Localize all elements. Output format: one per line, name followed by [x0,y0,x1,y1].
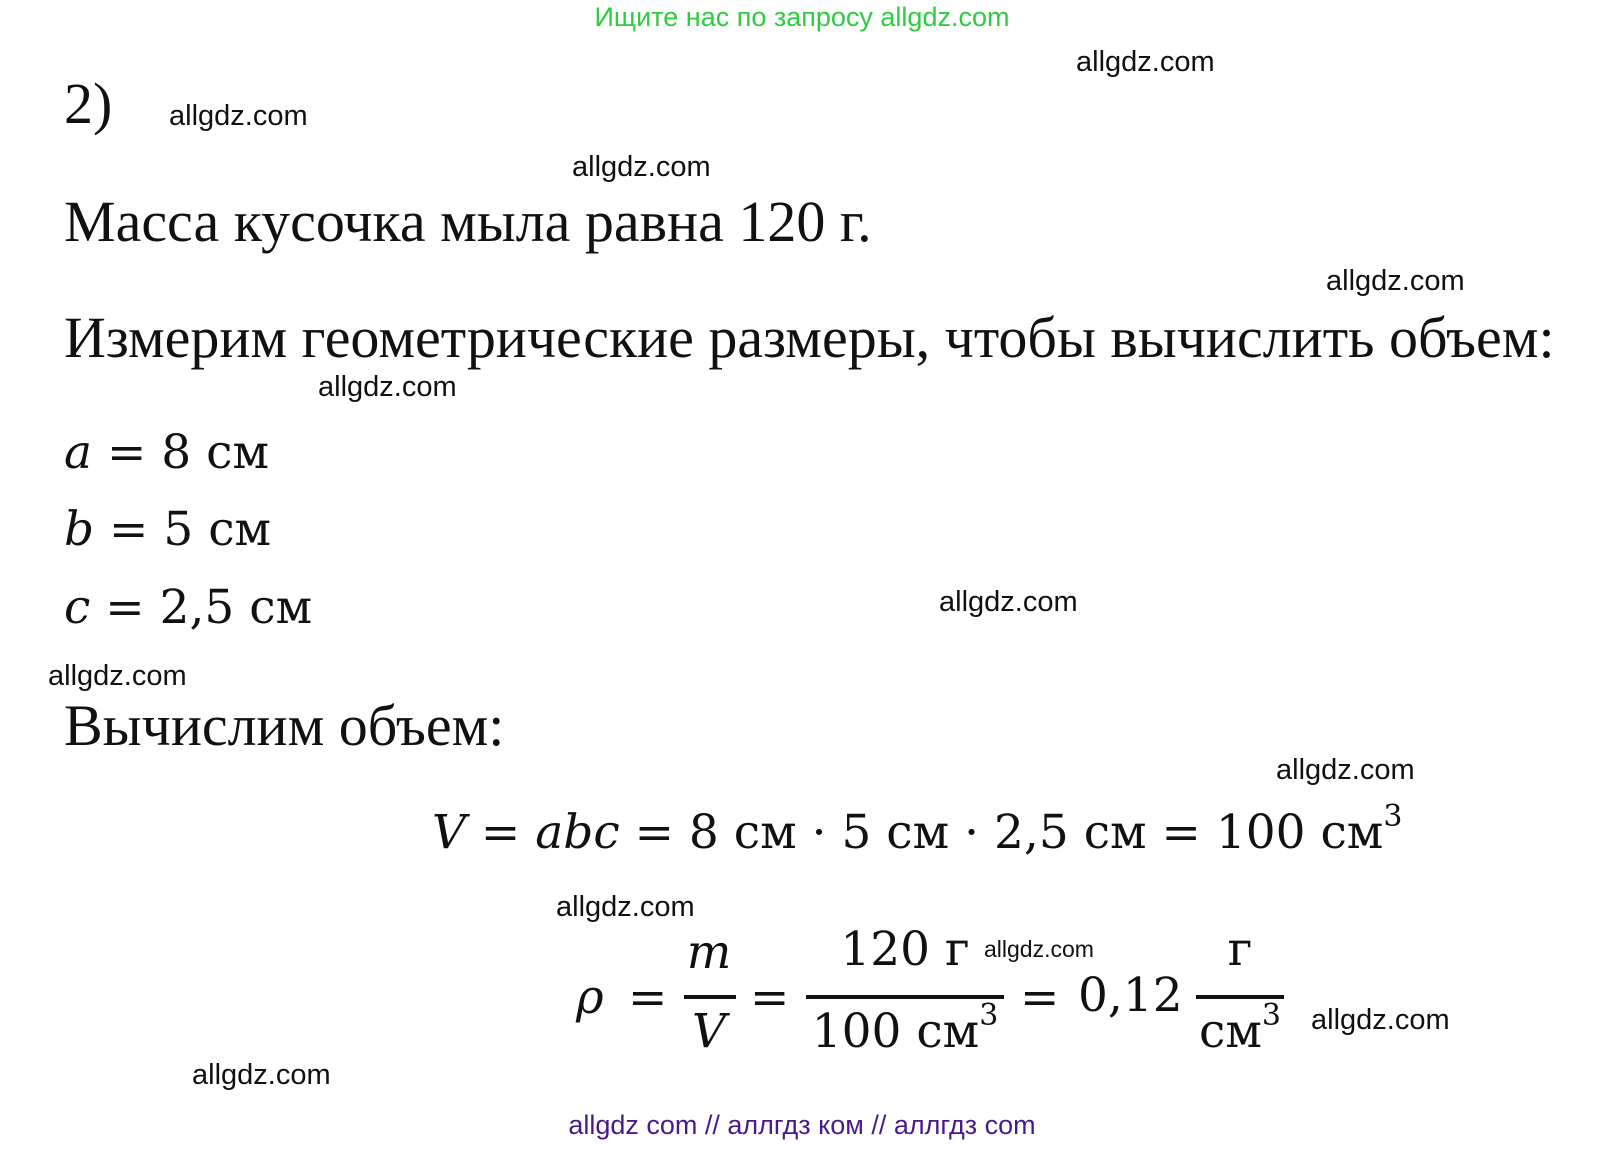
dimension-a-value: = 8 см [92,425,270,480]
watermark: allgdz.com [192,1059,331,1091]
dimension-c-value: = 2,5 см [90,580,313,635]
fraction2-bar [806,995,1004,999]
watermark: allgdz.com [939,586,1078,618]
volume-calc: = 8 см · 5 см · 2,5 см = 100 см [619,805,1384,860]
fraction1-denominator: V [692,1004,726,1059]
unit-numerator: г [1227,922,1253,977]
volume-exponent: 3 [1383,799,1403,834]
unit-denominator: $см^3$ [1199,998,1281,1059]
task-number: 2) [64,71,113,136]
watermark: allgdz.com [48,660,187,692]
watermark: allgdz.com [1326,265,1465,297]
top-banner: Ищите нас по запросу allgdz.com [594,2,1010,32]
var-a: a [64,425,93,480]
var-b: b [64,502,95,557]
dimension-b-value: = 5 см [94,502,272,557]
var-c: c [64,580,91,635]
volume-abc: abc [535,805,620,860]
density-result: 0,12 [1078,968,1183,1023]
volume-formula [432,799,1403,860]
fraction2-numerator: 120 г [840,922,970,977]
watermark: allgdz.com [318,371,457,403]
watermark: allgdz.com [169,100,308,132]
equals-sign-3: = [1020,970,1060,1025]
volume-eq: = [465,805,536,860]
watermark: allgdz.com [1311,1004,1450,1036]
watermark: allgdz.com [1076,46,1215,78]
watermark: allgdz.com [556,891,695,923]
mass-sentence: Масса кусочка мыла равна 120 г. [64,189,872,254]
equals-sign-1: = [628,970,668,1025]
watermark: allgdz.com [984,936,1094,962]
dimension-a [64,425,269,480]
volume-symbol: V [432,805,466,860]
fraction1-bar [684,995,736,999]
rho-symbol: ρ [576,970,604,1025]
dimension-b [64,502,271,557]
footer-watermark: allgdz com // аллгдз ком // аллгдз com [568,1110,1036,1140]
fraction2-exponent: 3 [979,998,999,1033]
watermark: allgdz.com [1276,754,1415,786]
watermark: allgdz.com [572,151,711,183]
unit-exponent: 3 [1261,998,1281,1033]
fraction2-denominator: 100 $см^3$ [811,998,999,1059]
fraction1-numerator: m [686,925,732,980]
measure-sentence: Измерим геометрические размеры, чтобы вычислить объем: [64,305,1555,370]
equals-sign-2: = [750,970,790,1025]
dimension-c [64,580,312,635]
volume-sentence: Вычислим объем: [64,693,505,758]
